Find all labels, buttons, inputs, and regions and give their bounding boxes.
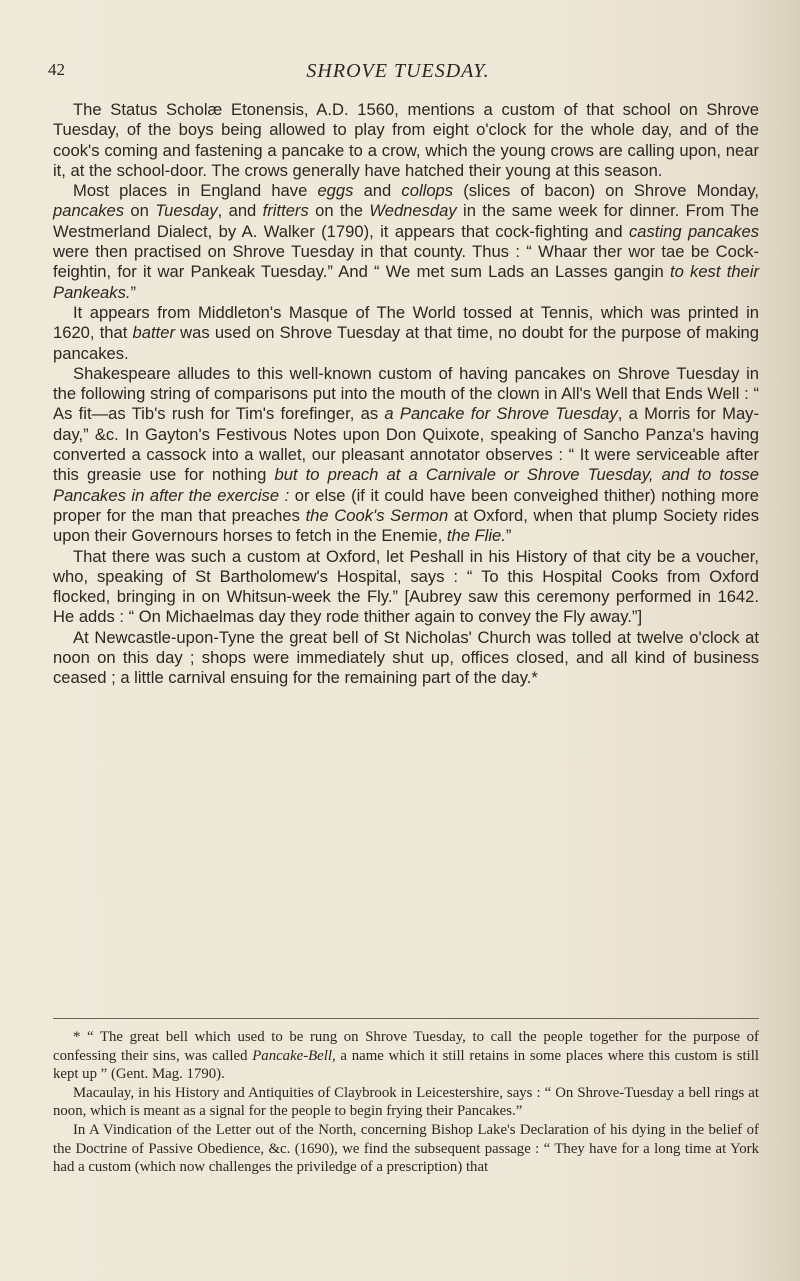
italic-run: Tuesday <box>155 201 218 221</box>
italic-run: eggs <box>317 181 354 201</box>
italic-run: to kest their Pankeaks. <box>53 262 759 302</box>
page-header <box>48 60 748 90</box>
paragraph-shakespeare <box>53 364 759 547</box>
text-run: * “ The great bell which used to be rung on Shrove Tuesday, to call the people together for the purpose of confessing their sins, was called <box>53 1029 759 1064</box>
running-title: SHROVE TUESDAY. <box>306 60 490 82</box>
text-run: were then practised on Shrove Tuesday in that county. Thus : “ Whaar ther wor tae be Cock-feightin, for it war Pankeak Tuesday.” And “ We met sum Lads an Lasses gangin <box>53 242 759 282</box>
text-run: on the <box>308 201 370 221</box>
paragraph-eton-custom <box>53 100 759 181</box>
italic-run: casting pancakes <box>628 221 759 241</box>
footnote-divider <box>53 1018 759 1019</box>
text-run: was used on Shrove Tuesday at that time, no doubt for the purpose of making pancakes. <box>53 323 759 363</box>
italic-run: but to preach at a Carnivale or Shrove Tuesday, and to tosse Pancakes in after the exercise : <box>53 465 760 505</box>
text-run: At Newcastle-upon-Tyne the great bell of St Nicholas' Church was tolled at twelve o'clock at noon on this day ; shops were immediately shut up, offices closed, and all kind of business ceased ; a little carnival ensuing for the remaining part of the day.* <box>53 627 759 688</box>
text-run: , a name which it still retains in some places where this custom is still kept up ” (Gent. Mag. 1790). <box>53 1047 759 1083</box>
text-run: (slices of bacon) on Shrove Monday, <box>453 181 759 201</box>
footnotes <box>53 1028 759 1177</box>
footnote-macaulay <box>53 1084 759 1121</box>
footnote-pancake-bell <box>53 1028 759 1084</box>
text-run: The Status Scholæ Etonensis, A.D. 1560, mentions a custom of that school on Shrove Tuesday, of the boys being allowed to play from eight o'clock for the whole day, and of the cook's coming and fastening a pancake to a crow, which the young crows are calling upon, near it, at the school-door. The crows generally have hatched their young at this season. <box>53 100 759 180</box>
page-number: 42 <box>48 60 65 79</box>
italic-run: Wednesday <box>369 201 457 221</box>
text-run: , a Morris for May-day,” &c. In Gayton's Festivous Notes upon Don Quixote, speaking of Sancho Panza's having converted a cassock into a wallet, our pleasant annotator observes : “ It were serviceable after this greasie use for nothing <box>53 404 759 485</box>
text-run: ” <box>130 282 137 302</box>
text-run: Shakespeare alludes to this well-known custom of having pancakes on Shrove Tuesday in the following string of comparisons put into the mouth of the clown in All's Well that Ends Well : “ As fit—as Tib's rush for Tim's forefinger, as <box>53 363 759 424</box>
italic-run: a Pancake for Shrove Tuesday <box>384 404 618 424</box>
main-text <box>53 100 759 689</box>
italic-run: the Cook's Sermon <box>305 505 449 525</box>
italic-run: collops <box>401 181 454 201</box>
text-run: It appears from Middleton's Masque of The World tossed at Tennis, which was printed in 1620, that <box>53 302 759 343</box>
italic-run: batter <box>132 323 175 343</box>
paragraph-newcastle-bell <box>53 628 759 689</box>
paragraph-oxford-custom <box>53 547 759 628</box>
text-run: and <box>353 181 402 201</box>
italic-run: Pancake-Bell <box>252 1047 332 1064</box>
text-run: in the same week for dinner. From The Westmerland Dialect, by A. Walker (1790), it appears that cock-fighting and <box>53 201 760 241</box>
text-run: or else (if it could have been conveighed thither) nothing more proper for the man that preaches <box>53 485 759 525</box>
text-run: , and <box>217 201 263 221</box>
paragraph-eggs-collops <box>53 181 759 303</box>
text-run: at Oxford, when that plump Society rides upon their Governours horses to fetch in the Enemie, <box>53 505 760 546</box>
italic-run: fritters <box>262 201 309 221</box>
text-run: In A Vindication of the Letter out of the North, concerning Bishop Lake's Declaration of his dying in the belief of the Doctrine of Passive Obedience, &c. (1690), we find the subsequent passage : “ They have for a long time at York had a custom (which now challenges the priviledge of a prescription) that <box>53 1121 759 1176</box>
text-run: Most places in England have <box>73 181 318 201</box>
text-run: on <box>124 201 156 221</box>
text-run: Macaulay, in his History and Antiquities of Claybrook in Leicestershire, says : “ On Shrove-Tuesday a bell rings at noon, which is meant as a signal for the people to begin frying their Pancakes.” <box>53 1084 759 1120</box>
text-run: ” <box>505 526 512 546</box>
paragraph-middleton-batter <box>53 303 759 364</box>
footnote-vindication <box>53 1121 759 1177</box>
text-run: That there was such a custom at Oxford, let Peshall in his History of that city be a voucher, who, speaking of St Bartholomew's Hospital, says : “ To this Hospital Cooks from Oxford flocked, bringing in on Whitsun-week the Fly.” [Aubrey saw this ceremony performed in 1642. He adds : “ On Michaelmas day they rode thither again to convey the Fly away.”] <box>53 546 759 627</box>
italic-run: pancakes <box>53 201 125 221</box>
italic-run: the Flie. <box>446 526 506 546</box>
